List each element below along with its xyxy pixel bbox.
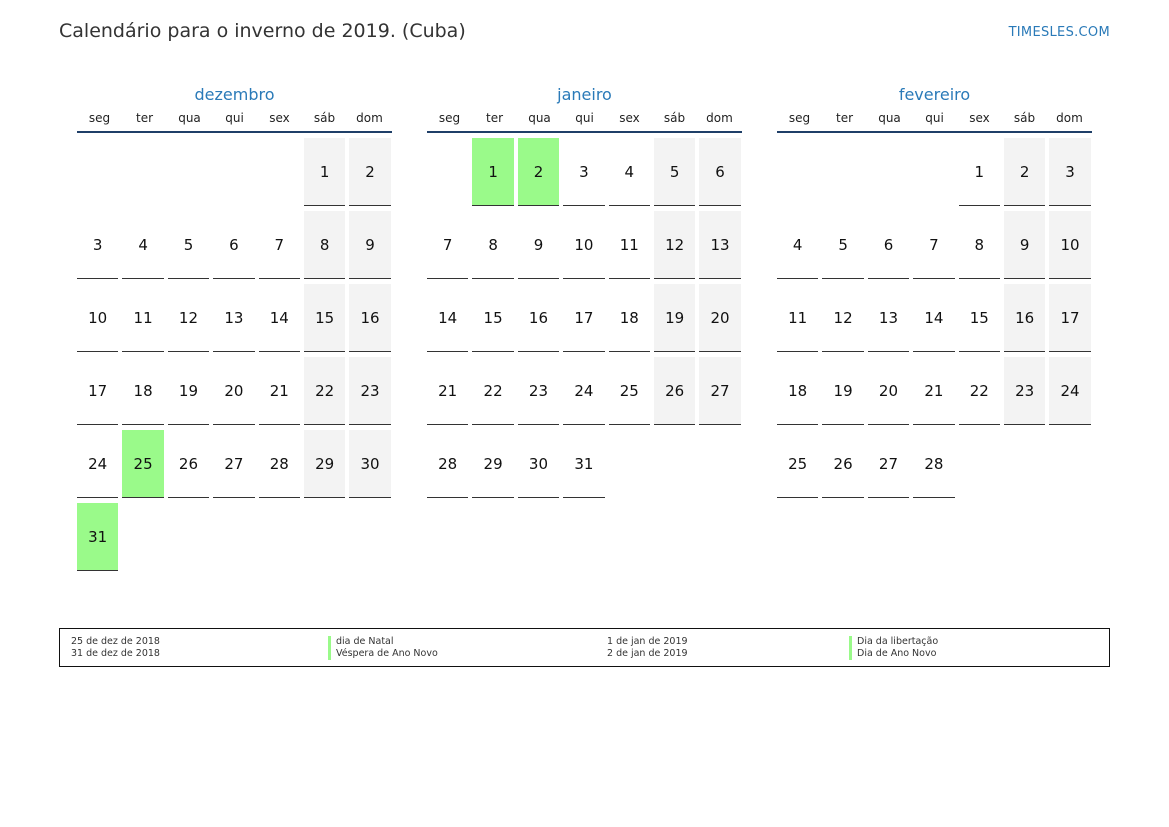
day-cell: 24 [1049,357,1090,425]
empty-day-cell [77,138,118,206]
day-cell: 26 [654,357,695,425]
day-cell: 15 [959,284,1000,352]
empty-day-cell [913,138,954,206]
day-cell: 31 [563,430,604,498]
day-cell: 11 [122,284,163,352]
page-title: Calendário para o inverno de 2019. (Cuba) [59,20,466,42]
day-cell: 9 [349,211,390,279]
day-cell: 25 [777,430,818,498]
day-cell: 8 [959,211,1000,279]
weekday-label: seg [438,111,461,125]
weekday-label: dom [1056,111,1083,125]
day-cell: 19 [822,357,863,425]
day-cell: 2 [1004,138,1045,206]
day-cell: 26 [168,430,209,498]
weekday-header [77,108,392,133]
day-cell: 21 [259,357,300,425]
legend-holiday-name: Dia da libertação [849,636,938,648]
day-cell: 14 [259,284,300,352]
day-cell: 16 [1004,284,1045,352]
day-cell: 18 [122,357,163,425]
day-cell: 17 [563,284,604,352]
weekday-label: qui [225,111,244,125]
day-cell: 12 [654,211,695,279]
empty-day-cell [427,138,468,206]
day-cell: 15 [304,284,345,352]
day-cell: 23 [349,357,390,425]
day-cell: 19 [168,357,209,425]
day-cell: 9 [1004,211,1045,279]
day-cell: 30 [349,430,390,498]
holiday-day-cell: 2 [518,138,559,206]
legend-holiday-name: Véspera de Ano Novo [328,648,438,660]
empty-day-cell [777,138,818,206]
day-cell: 16 [349,284,390,352]
weekday-label: qui [575,111,594,125]
day-cell: 8 [304,211,345,279]
legend-date: 2 de jan de 2019 [607,648,688,659]
day-cell: 29 [304,430,345,498]
month-february [777,82,1092,498]
holiday-legend [59,628,1110,667]
weekday-label: seg [788,111,811,125]
month-name: dezembro [194,85,275,104]
holiday-day-cell: 31 [77,503,118,571]
legend-names-left [328,636,438,660]
day-cell: 21 [427,357,468,425]
empty-day-cell [259,138,300,206]
legend-names-right [849,636,938,660]
day-cell: 27 [213,430,254,498]
day-cell: 7 [259,211,300,279]
day-cell: 27 [868,430,909,498]
weekday-label: seg [88,111,111,125]
day-cell: 4 [122,211,163,279]
day-cell: 5 [168,211,209,279]
day-grid [427,138,742,498]
weekday-label: ter [835,111,854,125]
month-name: janeiro [557,85,612,104]
day-cell: 2 [349,138,390,206]
legend-holiday-name: dia de Natal [328,636,438,648]
day-cell: 30 [518,430,559,498]
day-cell: 24 [563,357,604,425]
weekday-label: sex [269,111,290,125]
day-grid [77,138,392,571]
day-cell: 4 [609,138,650,206]
day-cell: 14 [427,284,468,352]
day-cell: 18 [609,284,650,352]
day-cell: 3 [563,138,604,206]
legend-date: 31 de dez de 2018 [71,648,160,659]
day-cell: 18 [777,357,818,425]
weekday-label: sex [969,111,990,125]
empty-day-cell [168,138,209,206]
day-cell: 14 [913,284,954,352]
weekday-label: sáb [663,111,686,125]
day-grid [777,138,1092,498]
empty-day-cell [822,138,863,206]
day-cell: 11 [609,211,650,279]
day-cell: 24 [77,430,118,498]
day-cell: 10 [563,211,604,279]
day-cell: 1 [304,138,345,206]
weekday-label: sáb [313,111,336,125]
day-cell: 28 [913,430,954,498]
day-cell: 15 [472,284,513,352]
day-cell: 5 [822,211,863,279]
brand-link[interactable]: TIMESLES.COM [1008,25,1110,40]
month-name: fevereiro [898,85,971,104]
weekday-header [777,108,1092,133]
day-cell: 20 [868,357,909,425]
day-cell: 23 [1004,357,1045,425]
day-cell: 5 [654,138,695,206]
legend-holiday-name: Dia de Ano Novo [849,648,938,660]
day-cell: 21 [913,357,954,425]
day-cell: 13 [699,211,740,279]
empty-day-cell [122,138,163,206]
day-cell: 17 [77,357,118,425]
weekday-label: qui [925,111,944,125]
day-cell: 28 [259,430,300,498]
day-cell: 6 [213,211,254,279]
day-cell: 20 [213,357,254,425]
day-cell: 25 [609,357,650,425]
day-cell: 7 [427,211,468,279]
day-cell: 9 [518,211,559,279]
month-january [427,82,742,498]
day-cell: 22 [304,357,345,425]
day-cell: 26 [822,430,863,498]
day-cell: 8 [472,211,513,279]
holiday-day-cell: 25 [122,430,163,498]
legend-date: 25 de dez de 2018 [71,636,160,647]
weekday-label: dom [706,111,733,125]
day-cell: 4 [777,211,818,279]
legend-dates-left [71,636,160,660]
day-cell: 10 [77,284,118,352]
day-cell: 13 [868,284,909,352]
weekday-label: ter [135,111,154,125]
day-cell: 6 [699,138,740,206]
weekday-label: ter [485,111,504,125]
day-cell: 1 [959,138,1000,206]
month-december [77,82,392,571]
day-cell: 17 [1049,284,1090,352]
day-cell: 20 [699,284,740,352]
day-cell: 3 [1049,138,1090,206]
legend-date: 1 de jan de 2019 [607,636,688,647]
empty-day-cell [868,138,909,206]
day-cell: 11 [777,284,818,352]
day-cell: 12 [168,284,209,352]
weekday-label: qua [178,111,201,125]
weekday-label: dom [356,111,383,125]
day-cell: 3 [77,211,118,279]
day-cell: 19 [654,284,695,352]
day-cell: 22 [472,357,513,425]
weekday-label: qua [528,111,551,125]
day-cell: 23 [518,357,559,425]
day-cell: 27 [699,357,740,425]
day-cell: 22 [959,357,1000,425]
weekday-header [427,108,742,133]
holiday-day-cell: 1 [472,138,513,206]
day-cell: 28 [427,430,468,498]
day-cell: 7 [913,211,954,279]
day-cell: 29 [472,430,513,498]
weekday-label: qua [878,111,901,125]
day-cell: 12 [822,284,863,352]
empty-day-cell [213,138,254,206]
day-cell: 16 [518,284,559,352]
weekday-label: sáb [1013,111,1036,125]
legend-dates-right [607,636,688,660]
day-cell: 10 [1049,211,1090,279]
day-cell: 13 [213,284,254,352]
weekday-label: sex [619,111,640,125]
day-cell: 6 [868,211,909,279]
